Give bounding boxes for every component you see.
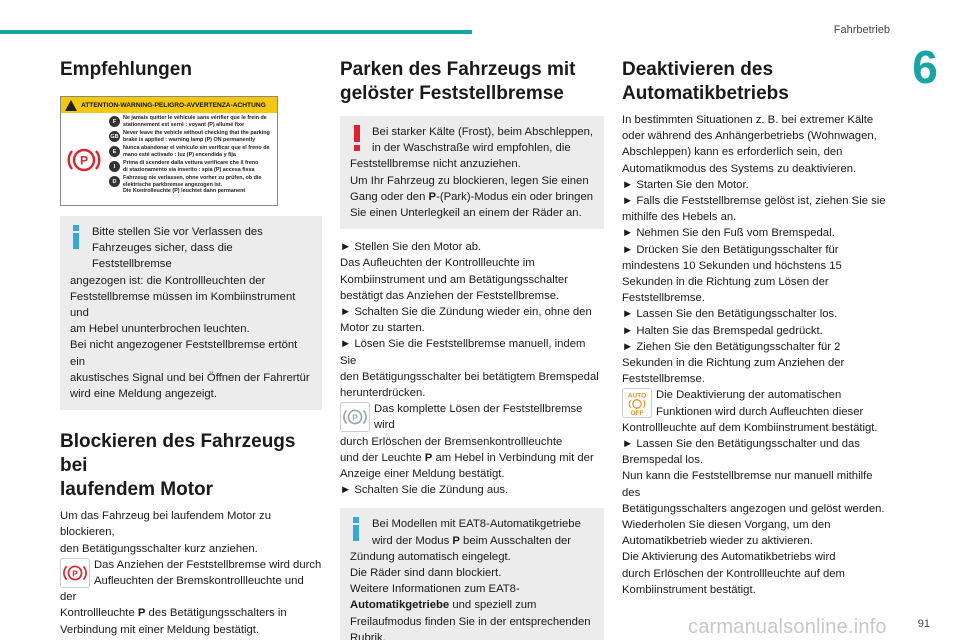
info-text: akustisches Signal und bei Öffnen der Fahrertür xyxy=(70,371,310,384)
info-text: Freilaufmodus finden Sie in der entsprechenden xyxy=(350,615,591,628)
info-text: wird eine Meldung angezeigt. xyxy=(70,388,217,401)
info-bold: P xyxy=(452,534,460,547)
warning-exclamation-icon xyxy=(352,125,362,151)
info-text: Die Räder sind dann blockiert. xyxy=(350,567,502,580)
heading-line: gelöster Feststellbremse xyxy=(340,83,564,104)
info-bold: Automatikgetriebe xyxy=(350,599,450,612)
parking-brake-lamp-off-icon xyxy=(340,402,370,432)
info-text: Bei nicht angezogener Feststellbremse ertönt ein xyxy=(70,339,298,368)
body-text: ► Lassen Sie den Betätigungsschalter und das xyxy=(622,438,860,451)
lamp-note-bold: P xyxy=(424,451,433,464)
body-text: Kombiinstrument bestätigt. xyxy=(622,583,756,596)
svg-text:P: P xyxy=(79,153,89,168)
lamp-note-text: Anzeige einer Meldung bestätigt. xyxy=(340,468,505,481)
body-text: herunterdrücken. xyxy=(340,387,426,400)
lamp-note-text: am Hebel in Verbindung mit der xyxy=(432,451,594,464)
info-text: und speziell zum xyxy=(449,599,537,612)
info-text: beim Ausschalten der xyxy=(459,534,572,547)
body-text: oder während des Anhängerbetriebs (Wohnwagen, xyxy=(622,130,877,143)
heading-line: Automatikbetriebs xyxy=(622,83,789,104)
label-row-gb xyxy=(109,130,275,145)
column-3 xyxy=(622,56,886,598)
warning-text: -(Park)-Modus ein oder bringen xyxy=(436,190,594,203)
info-icon xyxy=(70,225,82,249)
body-text: In bestimmten Situationen z. B. bei extremer Kälte xyxy=(622,114,874,126)
svg-text:P: P xyxy=(72,568,78,579)
heading-blockieren xyxy=(60,430,322,502)
body-text: ► Lassen Sie den Betätigungsschalter los. xyxy=(622,308,838,321)
body-text: Automatikbetrieb wieder zu aktivieren. xyxy=(622,535,813,548)
body-text: Feststellbremse. xyxy=(622,292,705,305)
body-text: Feststellbremse. xyxy=(622,373,705,386)
info-text: angezogen ist: die Kontrollleuchten der xyxy=(70,274,266,287)
body-text: Sekunden in die Richtung zum Anziehen der xyxy=(622,357,845,370)
column-1 xyxy=(60,56,322,638)
country-code-badge: GB xyxy=(109,131,120,142)
info-text: Weitere Informationen zum EAT8- xyxy=(350,583,520,596)
label-text: Prima di scendere dalla vettura verificare che il freno xyxy=(123,160,259,166)
warning-label-image xyxy=(60,96,278,206)
lamp-note-text: des Betätigungsschalters in xyxy=(145,607,287,620)
label-row-d xyxy=(109,175,275,197)
warning-text: in der Waschstraße wird empfohlen, die xyxy=(372,142,571,155)
body-text: mindestens 10 Sekunden und höchstens 15 xyxy=(622,259,842,272)
info-box-eat8 xyxy=(340,508,604,640)
info-icon xyxy=(350,517,362,541)
page-number: 91 xyxy=(917,618,930,630)
chapter-label: Fahrbetrieb xyxy=(833,24,890,36)
label-text: Fahrzeug nie verlassen, ohne vorher zu prüfen, ob die xyxy=(123,175,262,181)
body-text: Wiederholen Sie diesen Vorgang, um den xyxy=(622,519,831,532)
warning-box-frost xyxy=(340,116,604,229)
body-text: Abschleppen) kann es erforderlich sein, den xyxy=(622,146,843,159)
body-text: Bremspedal los. xyxy=(622,454,703,467)
label-row-i xyxy=(109,160,275,175)
lamp-note-text: durch Erlöschen der Bremsenkontrollleuchte xyxy=(340,435,563,448)
body-text: ► Falls die Feststellbremse gelöst ist, ziehen Sie sie xyxy=(622,195,886,208)
body-text: den Betätigungsschalter bei betätigtem Bremspedal xyxy=(340,370,599,383)
parking-brake-lamp-icon xyxy=(60,558,90,588)
svg-text:P: P xyxy=(352,412,358,423)
lamp-note-text: Funktionen wird durch Aufleuchten dieser xyxy=(656,405,864,418)
label-text: Ne jamais quitter le véhicule sans vérifier que le frein de xyxy=(123,115,267,121)
body-text: Die Aktivierung des Automatikbetriebs wird xyxy=(622,551,836,564)
lamp-note-text: Verbindung mit einer Meldung bestätigt. xyxy=(60,623,260,636)
body-text: Sekunden in die Richtung zum Lösen der xyxy=(622,276,829,289)
lamp-note-text: Das Anziehen der Feststellbremse wird durch xyxy=(94,558,322,571)
body-text: mithilfe des Hebels an. xyxy=(622,211,737,224)
warning-label-title: ATTENTION-WARNING-PELIGRO-AVVERTENZA-ACHTUNG xyxy=(81,101,266,109)
parking-brake-icon xyxy=(67,143,101,177)
heading-line: Blockieren des Fahrzeugs bei xyxy=(60,431,296,477)
lamp-note-text: und der Leuchte xyxy=(340,451,425,464)
body-text: ► Nehmen Sie den Fuß vom Bremspedal. xyxy=(622,227,835,240)
heading-empfehlungen: Empfehlungen xyxy=(60,59,192,80)
lamp-note-text: Aufleuchten der Bremskontrollleuchte und der xyxy=(60,575,304,604)
label-row-f xyxy=(109,115,275,130)
heading-line: laufendem Motor xyxy=(60,479,214,501)
svg-text:OFF: OFF xyxy=(630,410,644,418)
info-text: Bei Modellen mit EAT8-Automatikgetriebe xyxy=(372,518,581,531)
warning-text: Gang oder den xyxy=(350,190,429,203)
label-text: brake is applied : warning lamp (P) ON permanently xyxy=(123,136,256,143)
country-code-badge: E xyxy=(109,146,120,157)
svg-text:AUTO: AUTO xyxy=(627,392,647,400)
country-code-badge: I xyxy=(109,161,120,172)
body-text: ► Halten Sie das Bremspedal gedrückt. xyxy=(622,324,823,337)
label-text: mano esté activado : luz (P) encendida y fija xyxy=(123,151,236,158)
heading-line: Deaktivieren des xyxy=(622,59,774,80)
lamp-note-text: Das komplette Lösen der Feststellbremse wird xyxy=(374,403,583,432)
label-text: Die Kontrolleuchte (P) leuchtet dann permanent xyxy=(123,188,246,195)
column-2 xyxy=(340,56,604,640)
lamp-note-text: Die Deaktivierung der automatischen xyxy=(656,389,842,402)
lamp-note-auto-off xyxy=(622,387,886,436)
lamp-note-text: Kontrollleuchte xyxy=(60,607,138,620)
label-text: stationnement est serré : voyant (P) allumé fixe xyxy=(123,121,245,128)
warning-text: Bei starker Kälte (Frost), beim Abschleppen, xyxy=(372,126,594,138)
info-box-parking-reminder xyxy=(60,216,322,410)
body-text: Betätigungsschalters angezogen und gelöst werden. xyxy=(622,502,885,515)
lamp-note-release xyxy=(340,401,604,482)
heading-parken xyxy=(340,58,604,106)
label-text: elektrische parkbremse angezogen ist. xyxy=(123,181,223,188)
body-text: Um das Fahrzeug bei laufendem Motor zu blockieren, xyxy=(60,510,271,539)
body-text: den Betätigungsschalter kurz anziehen. xyxy=(60,542,258,555)
info-text: Rubrik. xyxy=(350,631,386,640)
warning-triangle-icon xyxy=(65,100,77,111)
info-text: am Hebel ununterbrochen leuchten. xyxy=(70,323,250,336)
info-text: Bitte stellen Sie vor Verlassen des xyxy=(92,226,263,238)
body-text: bestätigt das Anziehen der Feststellbremse. xyxy=(340,289,560,302)
body-text: ► Drücken Sie den Betätigungsschalter für xyxy=(622,243,839,256)
chapter-number: 6 xyxy=(912,41,938,93)
body-text: ► Ziehen Sie den Betätigungsschalter für 2 xyxy=(622,340,841,353)
label-text: Nunca abandonar el vehículo sin verificar que el freno de xyxy=(123,145,270,151)
info-text: Feststellbremse müssen im Kombiinstrument und xyxy=(70,290,296,320)
country-code-badge: F xyxy=(109,116,120,127)
auto-off-lamp-icon xyxy=(622,388,652,418)
warning-text: Feststellbremse nicht anzuziehen. xyxy=(350,158,521,171)
body-text: ► Schalten Sie die Zündung aus. xyxy=(340,484,509,497)
watermark: carmanualsonline.info xyxy=(688,616,887,638)
body-text: ► Lösen Sie die Feststellbremse manuell, indem Sie xyxy=(340,338,586,367)
warning-bold: P xyxy=(428,190,437,203)
body-text: Das Aufleuchten der Kontrollleuchte im xyxy=(340,257,535,270)
warning-text: Sie einen Unterlegkeil an einem der Räder an. xyxy=(350,207,582,220)
info-text: Fahrzeuges sicher, dass die Feststellbremse xyxy=(92,242,233,271)
label-text: Never leave the vehicle without checking that the parking xyxy=(123,130,270,136)
body-text: Nun kann die Feststellbremse nur manuell mithilfe des xyxy=(622,470,873,499)
label-text: di stazionamento sia inserito : spia (P) accesa fissa xyxy=(123,166,255,173)
info-text: Zündung automatisch eingelegt. xyxy=(350,550,511,563)
info-text: wird der Modus xyxy=(372,534,453,547)
lamp-note-apply xyxy=(60,557,322,638)
heading-deaktivieren xyxy=(622,58,886,106)
body-text: ► Schalten Sie die Zündung wieder ein, ohne den xyxy=(340,306,592,319)
label-row-e xyxy=(109,145,275,160)
body-text: durch Erlöschen der Kontrollleuchte auf dem xyxy=(622,567,845,580)
body-text: Kombiinstrument und am Betätigungsschalter xyxy=(340,273,568,286)
warning-label-header xyxy=(61,97,277,113)
heading-line: Parken des Fahrzeugs mit xyxy=(340,59,576,80)
body-text: ► Stellen Sie den Motor ab. xyxy=(340,241,482,254)
warning-text: Um Ihr Fahrzeug zu blockieren, legen Sie einen xyxy=(350,174,589,187)
country-code-badge: D xyxy=(109,176,120,187)
body-text: ► Starten Sie den Motor. xyxy=(622,178,749,191)
lamp-note-text: Kontrollleuchte auf dem Kombiinstrument bestätigt. xyxy=(622,421,878,434)
body-text: Automatikmodus des Systems zu deaktivieren. xyxy=(622,162,857,175)
lamp-note-bold: P xyxy=(137,607,146,620)
body-text: Motor zu starten. xyxy=(340,322,425,335)
header-accent-bar xyxy=(0,30,472,34)
